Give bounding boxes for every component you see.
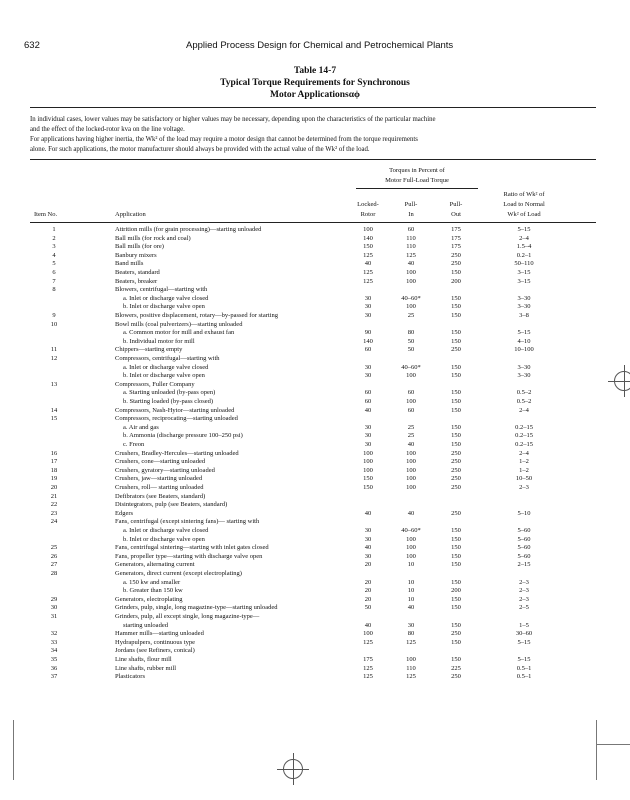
pull-in-value: 30 [407, 621, 415, 629]
header-bottom-rule [30, 222, 596, 223]
table-title-line2: Motor Applicationsαϕ [270, 90, 360, 100]
wk2-ratio-value: 3–8 [519, 312, 529, 319]
pull-out-value: 150 [451, 337, 461, 345]
application-name: Crushers, roll— starting unloaded [115, 484, 204, 491]
item-number: 27 [50, 561, 58, 569]
pull-out-value: 150 [451, 398, 461, 405]
application-name: b. Greater than 150 kw [123, 587, 183, 595]
pull-out-value: 250 [451, 458, 461, 466]
item-number: 16 [50, 449, 58, 457]
pull-out-value: 150 [451, 389, 461, 397]
crop-mark [596, 744, 630, 745]
wk2-ratio-value: 5–60 [517, 535, 531, 543]
intro-line-4: alone. For such applications, the motor manufacturer should always be provided with the actual value of the Wk² of the load. [30, 146, 370, 153]
item-number: 32 [50, 630, 58, 638]
pull-in-value: 100 [406, 449, 416, 457]
item-number: 31 [50, 613, 58, 620]
locked-rotor-value: 30 [364, 363, 372, 371]
locked-rotor-value: 40 [364, 544, 372, 552]
pull-out-value: 150 [451, 269, 461, 276]
pull-out-value: 175 [451, 226, 461, 233]
pull-in-value: 100 [406, 398, 416, 405]
locked-rotor-value: 30 [364, 552, 372, 560]
application-name: b. Ammonia (discharge pressure 100–250 psi) [123, 432, 243, 440]
application-name: b. Inlet or discharge valve open [123, 372, 205, 380]
application-name: a. Inlet or discharge valve closed [123, 363, 209, 371]
intro-line-1: In individual cases, lower values may be satisfactory or higher values may be necessary, depending upon the characteristics of the particular machine [30, 116, 436, 123]
wk2-ratio-value: 50–110 [514, 260, 534, 268]
pull-in-value: 40 [407, 604, 415, 612]
torque-group-header-2: Motor Full-Load Torque [385, 177, 449, 184]
pull-in-header-2: In [408, 211, 414, 218]
application-name: Crushers, Bradley-Hercules—starting unloaded [115, 449, 239, 457]
application-name: a. Starting unloaded (by-pass open) [123, 389, 216, 397]
application-name: Grinders, pulp, single, long magazine-type—starting unloaded [115, 604, 278, 612]
locked-rotor-value: 125 [363, 277, 373, 285]
wk2-ratio-value: 2–4 [519, 234, 529, 242]
locked-rotor-value: 100 [363, 449, 373, 457]
pull-out-value: 225 [451, 664, 461, 672]
wk2-ratio-value: 4–10 [517, 337, 531, 345]
pull-out-value: 250 [451, 449, 461, 457]
item-number: 2 [52, 234, 56, 242]
locked-rotor-value: 30 [364, 423, 372, 431]
application-name: Line shafts, flour mill [115, 656, 172, 663]
wk2-ratio-value: 3–30 [517, 303, 531, 311]
wk2-ratio-value: 1–5 [519, 621, 529, 629]
item-number: 10 [50, 320, 58, 328]
pull-out-value: 150 [451, 544, 461, 552]
pull-out-header-1: Pull- [449, 201, 463, 208]
pull-out-value: 200 [451, 277, 461, 285]
item-number: 11 [50, 346, 58, 354]
pull-in-value: 100 [406, 269, 416, 276]
table-number: Table 14-7 [293, 66, 337, 76]
torque-group-header-1: Torques in Percent of [389, 167, 445, 174]
pull-in-value: 100 [406, 552, 416, 560]
application-name: Fans, propeller type—starting with discharge valve open [115, 552, 263, 560]
application-name: Beaters, standard [115, 269, 160, 276]
item-number: 21 [50, 492, 58, 500]
pull-out-value: 250 [451, 466, 461, 474]
pull-in-value: 25 [407, 423, 415, 431]
locked-rotor-value: 60 [364, 346, 372, 354]
torque-group-rule [356, 188, 478, 189]
item-number: 3 [52, 243, 56, 251]
item-number: 36 [50, 664, 58, 672]
pull-out-value: 250 [451, 484, 461, 491]
application-name: Crushers, jaw—starting unloaded [115, 475, 203, 483]
application-name: Plasticators [115, 673, 145, 681]
locked-rotor-value: 150 [363, 484, 373, 491]
locked-rotor-value: 140 [363, 337, 373, 345]
application-name: Edgers [115, 509, 134, 517]
item-number: 9 [52, 312, 56, 319]
wk2-ratio-value: 2–3 [519, 484, 529, 491]
locked-rotor-value: 30 [364, 312, 372, 319]
pull-in-header-1: Pull- [404, 201, 418, 208]
application-name: b. Starting loaded (by-pass closed) [123, 398, 214, 405]
pull-in-value: 25 [407, 312, 415, 319]
wk2-ratio-value: 5–15 [517, 226, 531, 233]
pull-out-value: 150 [451, 423, 461, 431]
locked-rotor-value: 40 [364, 260, 372, 268]
locked-rotor-value: 175 [363, 656, 373, 663]
pull-out-value: 150 [451, 595, 461, 603]
wk2-ratio-value: 2–3 [519, 578, 529, 586]
locked-rotor-value: 125 [363, 269, 373, 276]
locked-rotor-value: 30 [364, 441, 372, 448]
wk2-ratio-value: 0.5–1 [516, 673, 532, 681]
item-number: 4 [52, 251, 56, 259]
locked-rotor-value: 125 [363, 638, 373, 646]
pull-in-value: 100 [406, 656, 416, 663]
item-number: 7 [52, 277, 56, 285]
pull-out-value: 150 [451, 552, 461, 560]
locked-rotor-value: 140 [363, 234, 373, 242]
pull-out-value: 150 [451, 578, 461, 586]
item-number: 23 [50, 509, 58, 517]
application-name: Line shafts, rubber mill [115, 664, 177, 672]
pull-out-value: 250 [451, 509, 461, 517]
wk2-ratio-value: 3–30 [517, 294, 531, 302]
pull-out-value: 150 [451, 312, 461, 319]
wk2-ratio-value: 5–60 [517, 527, 531, 534]
wk2-ratio-value: 0.2–15 [515, 423, 533, 431]
wk2-ratio-value: 10–50 [515, 475, 533, 483]
item-number: 13 [50, 380, 58, 388]
wk2-ratio-value: 0.5–1 [516, 664, 532, 672]
application-name: Compressors, Fuller Company [115, 380, 195, 388]
pull-in-value: 40–60* [401, 294, 421, 302]
item-number: 14 [50, 406, 58, 414]
pull-in-value: 100 [406, 303, 416, 311]
pull-out-value: 150 [451, 406, 461, 414]
intro-line-2: and the effect of the locked-rotor kva on the line voltage. [30, 126, 185, 133]
application-name: a. Inlet or discharge valve closed [123, 294, 209, 302]
wk2-ratio-value: 30–60 [515, 630, 533, 638]
application-name: Crushers, gyratory—starting unloaded [115, 466, 215, 474]
pull-out-value: 150 [451, 535, 461, 543]
locked-rotor-value: 150 [363, 475, 373, 483]
application-name: Banbury mixers [115, 251, 157, 259]
wk2-ratio-value: 5–10 [517, 509, 531, 517]
locked-rotor-value: 20 [364, 578, 372, 586]
wk2-ratio-value: 0.5–2 [516, 398, 532, 405]
application-name: Compressors, reciprocating—starting unloaded [115, 415, 238, 423]
item-number: 30 [50, 604, 58, 612]
wk2-ratio-value: 3–15 [517, 269, 531, 276]
application-name: Compressors, Nash-Hytor—starting unloaded [115, 406, 235, 414]
registration-mark-icon [614, 371, 630, 391]
item-number: 28 [50, 570, 58, 577]
wk2-ratio-value: 1.5–4 [516, 243, 532, 251]
application-name: Ball mills (for ore) [115, 243, 164, 251]
pull-in-value: 100 [406, 458, 416, 466]
wk2-ratio-value: 1–2 [519, 466, 529, 474]
application-name: Fans, centrifugal (except sintering fans)— starting with [115, 518, 260, 526]
pull-in-value: 50 [407, 337, 415, 345]
wk2-ratio-value: 5–15 [517, 329, 531, 337]
locked-rotor-value: 30 [364, 527, 372, 534]
pull-out-value: 150 [451, 303, 461, 311]
pull-out-value: 150 [451, 294, 461, 302]
pull-in-value: 50 [407, 346, 415, 354]
wk2-ratio-value: 0.2–15 [515, 441, 533, 448]
top-rule [30, 107, 596, 108]
locked-rotor-value: 40 [364, 621, 372, 629]
pull-out-value: 150 [451, 363, 461, 371]
page-number: 632 [24, 40, 40, 51]
pull-out-header-2: Out [451, 211, 461, 218]
pull-out-value: 150 [451, 372, 461, 380]
pull-in-value: 10 [407, 561, 415, 569]
ratio-header-1: Ratio of Wk² of [503, 191, 545, 198]
application-name: Disintegrators, pulp (see Beaters, standard) [115, 501, 228, 509]
pull-in-value: 60 [407, 226, 415, 233]
item-number: 6 [52, 269, 56, 276]
application-name: starting unloaded [123, 621, 168, 629]
pull-in-value: 80 [407, 630, 415, 638]
application-name: Jordans (see Refiners, conical) [115, 647, 195, 655]
locked-rotor-value: 100 [363, 226, 373, 233]
application-name: b. Inlet or discharge valve open [123, 303, 205, 311]
application-name: Bowl mills (coal pulverizers)—starting unloaded [115, 320, 243, 328]
item-number: 18 [50, 466, 58, 474]
item-number: 25 [50, 544, 58, 552]
pull-in-value: 10 [407, 595, 415, 603]
locked-rotor-value: 50 [364, 604, 372, 612]
pull-in-value: 100 [406, 277, 416, 285]
application-name: Beaters, breaker [115, 277, 158, 285]
item-number: 12 [50, 355, 58, 362]
locked-rotor-value: 100 [363, 458, 373, 466]
pull-in-value: 40–60* [401, 527, 421, 534]
pull-in-value: 60 [407, 406, 415, 414]
wk2-ratio-value: 2–3 [519, 587, 529, 595]
locked-rotor-value: 30 [364, 303, 372, 311]
registration-mark-icon [283, 759, 303, 779]
ratio-header-3: Wk² of Load [507, 211, 541, 218]
wk2-ratio-value: 0.2–15 [515, 432, 533, 440]
pull-in-value: 100 [406, 535, 416, 543]
locked-rotor-value: 100 [363, 466, 373, 474]
wk2-ratio-value: 5–15 [517, 656, 531, 663]
pull-in-value: 80 [407, 329, 415, 337]
application-name: Blowers, positive displacement, rotary—by-passed for starting [115, 312, 279, 319]
pull-in-value: 10 [407, 587, 415, 595]
pull-out-value: 150 [451, 432, 461, 440]
pull-in-value: 10 [407, 578, 415, 586]
item-number: 5 [52, 260, 56, 268]
locked-rotor-value: 150 [363, 243, 373, 251]
application-name: a. 150 kw and smaller [123, 578, 181, 586]
wk2-ratio-value: 0.5–2 [516, 389, 532, 397]
book-title: Applied Process Design for Chemical and Petrochemical Plants [186, 40, 454, 51]
wk2-ratio-value: 1–2 [519, 458, 529, 466]
pull-out-value: 250 [451, 673, 461, 681]
item-number: 33 [50, 638, 58, 646]
crop-mark [596, 720, 597, 780]
application-header: Application [115, 211, 146, 218]
application-name: Generators, alternating current [115, 561, 195, 569]
locked-rotor-value: 30 [364, 294, 372, 302]
locked-rotor-value: 100 [363, 630, 373, 638]
locked-rotor-value: 40 [364, 509, 372, 517]
locked-rotor-value: 30 [364, 535, 372, 543]
pull-in-value: 40 [407, 441, 415, 448]
wk2-ratio-value: 0.2–1 [516, 251, 532, 259]
application-name: c. Freon [123, 441, 145, 448]
pull-in-value: 100 [406, 544, 416, 552]
item-number: 26 [50, 552, 58, 560]
item-number: 24 [50, 518, 58, 526]
pull-out-value: 150 [451, 561, 461, 569]
header-top-rule [30, 159, 596, 160]
application-name: Grinders, pulp, all except single, long magazine-type— [115, 613, 260, 620]
locked-rotor-value: 60 [364, 398, 372, 405]
wk2-ratio-value: 5–60 [517, 552, 531, 560]
item-number: 20 [50, 484, 58, 491]
pull-out-value: 150 [451, 638, 461, 646]
locked-rotor-value: 20 [364, 587, 372, 595]
item-number: 15 [50, 415, 58, 423]
item-number: 8 [52, 286, 56, 294]
pull-out-value: 250 [451, 630, 461, 638]
application-name: Crushers, cone—starting unloaded [115, 458, 206, 466]
item-number: 34 [50, 647, 58, 655]
crop-mark [13, 720, 14, 780]
wk2-ratio-value: 3–30 [517, 363, 531, 371]
wk2-ratio-value: 2–3 [519, 595, 529, 603]
application-name: a. Common motor for mill and exhaust fan [123, 329, 235, 337]
locked-rotor-value: 125 [363, 664, 373, 672]
pull-out-value: 250 [451, 260, 461, 268]
pull-out-value: 150 [451, 329, 461, 337]
pull-out-value: 150 [451, 527, 461, 534]
application-name: b. Inlet or discharge valve open [123, 535, 205, 543]
pull-in-value: 125 [406, 251, 416, 259]
pull-in-value: 110 [406, 664, 416, 672]
application-name: Hydrapulpers, continuous type [115, 638, 195, 646]
locked-rotor-value: 125 [363, 251, 373, 259]
pull-in-value: 60 [407, 389, 415, 397]
wk2-ratio-value: 3–30 [517, 372, 531, 380]
application-name: Attrition mills (for grain processing)—starting unloaded [115, 226, 262, 233]
intro-line-3: For applications having higher inertia, the Wk² of the load may require a motor design that cannot be determined from the torque requirements [30, 136, 418, 143]
application-name: Band mills [115, 260, 144, 268]
application-name: Defibrators (see Beaters, standard) [115, 492, 206, 500]
application-name: Chippers—starting empty [115, 346, 183, 354]
locked-rotor-value: 30 [364, 372, 372, 380]
pull-in-value: 40 [407, 260, 415, 268]
pull-in-value: 100 [406, 372, 416, 380]
application-name: a. Air and gas [123, 423, 159, 431]
application-name: Blowers, centrifugal—starting with [115, 286, 208, 294]
application-name: Compressors, centrifugal—starting with [115, 355, 220, 362]
wk2-ratio-value: 10–100 [514, 346, 534, 354]
pull-out-value: 150 [451, 441, 461, 448]
pull-in-value: 100 [406, 466, 416, 474]
table-title-line1: Typical Torque Requirements for Synchronous [220, 78, 410, 88]
application-name: a. Inlet or discharge valve closed [123, 527, 209, 534]
application-name: b. Individual motor for mill [123, 337, 195, 345]
item-number: 1 [52, 226, 56, 233]
pull-in-value: 100 [406, 475, 416, 483]
pull-in-value: 110 [406, 234, 416, 242]
item-number: 29 [50, 595, 58, 603]
locked-rotor-value: 90 [364, 329, 372, 337]
item-number: 19 [50, 475, 58, 483]
wk2-ratio-value: 2–5 [519, 604, 529, 612]
pull-in-value: 125 [406, 673, 416, 681]
pull-out-value: 250 [451, 251, 461, 259]
locked-rotor-value: 125 [363, 673, 373, 681]
item-number: 17 [50, 458, 58, 466]
item-number: 35 [50, 656, 58, 663]
pull-in-value: 25 [407, 432, 415, 440]
locked-rotor-header-2: Rotor [360, 211, 376, 218]
wk2-ratio-value: 2–4 [519, 449, 529, 457]
locked-rotor-header-1: Locked- [357, 201, 379, 208]
pull-in-value: 100 [406, 484, 416, 491]
locked-rotor-value: 40 [364, 406, 372, 414]
application-name: Generators, direct current (except electroplating) [115, 570, 242, 577]
pull-out-value: 250 [451, 346, 461, 354]
pull-out-value: 150 [451, 656, 461, 663]
pull-out-value: 150 [451, 604, 461, 612]
application-name: Hammer mills—starting unloaded [115, 630, 204, 638]
locked-rotor-value: 20 [364, 595, 372, 603]
pull-in-value: 125 [406, 638, 416, 646]
application-name: Generators, electroplating [115, 595, 183, 603]
locked-rotor-value: 20 [364, 561, 372, 569]
application-name: Ball mills (for rock and coal) [115, 234, 191, 242]
pull-out-value: 200 [451, 587, 461, 595]
pull-in-value: 40–60* [401, 363, 421, 371]
application-name: Fans, centrifugal sintering—starting with inlet gates closed [115, 544, 269, 552]
pull-out-value: 250 [451, 475, 461, 483]
locked-rotor-value: 60 [364, 389, 372, 397]
item-number: 37 [50, 673, 58, 681]
ratio-header-2: Load to Normal [503, 201, 545, 208]
locked-rotor-value: 30 [364, 432, 372, 440]
pull-in-value: 110 [406, 243, 416, 251]
wk2-ratio-value: 5–60 [517, 544, 531, 552]
pull-out-value: 175 [451, 234, 461, 242]
pull-out-value: 175 [451, 243, 461, 251]
wk2-ratio-value: 2–4 [519, 406, 529, 414]
item-number: 22 [50, 501, 58, 509]
wk2-ratio-value: 3–15 [517, 277, 531, 285]
pull-out-value: 150 [451, 621, 461, 629]
wk2-ratio-value: 5–15 [517, 638, 531, 646]
pull-in-value: 40 [407, 509, 415, 517]
wk2-ratio-value: 2–15 [517, 561, 531, 569]
item-no-header: Item No. [34, 211, 58, 218]
